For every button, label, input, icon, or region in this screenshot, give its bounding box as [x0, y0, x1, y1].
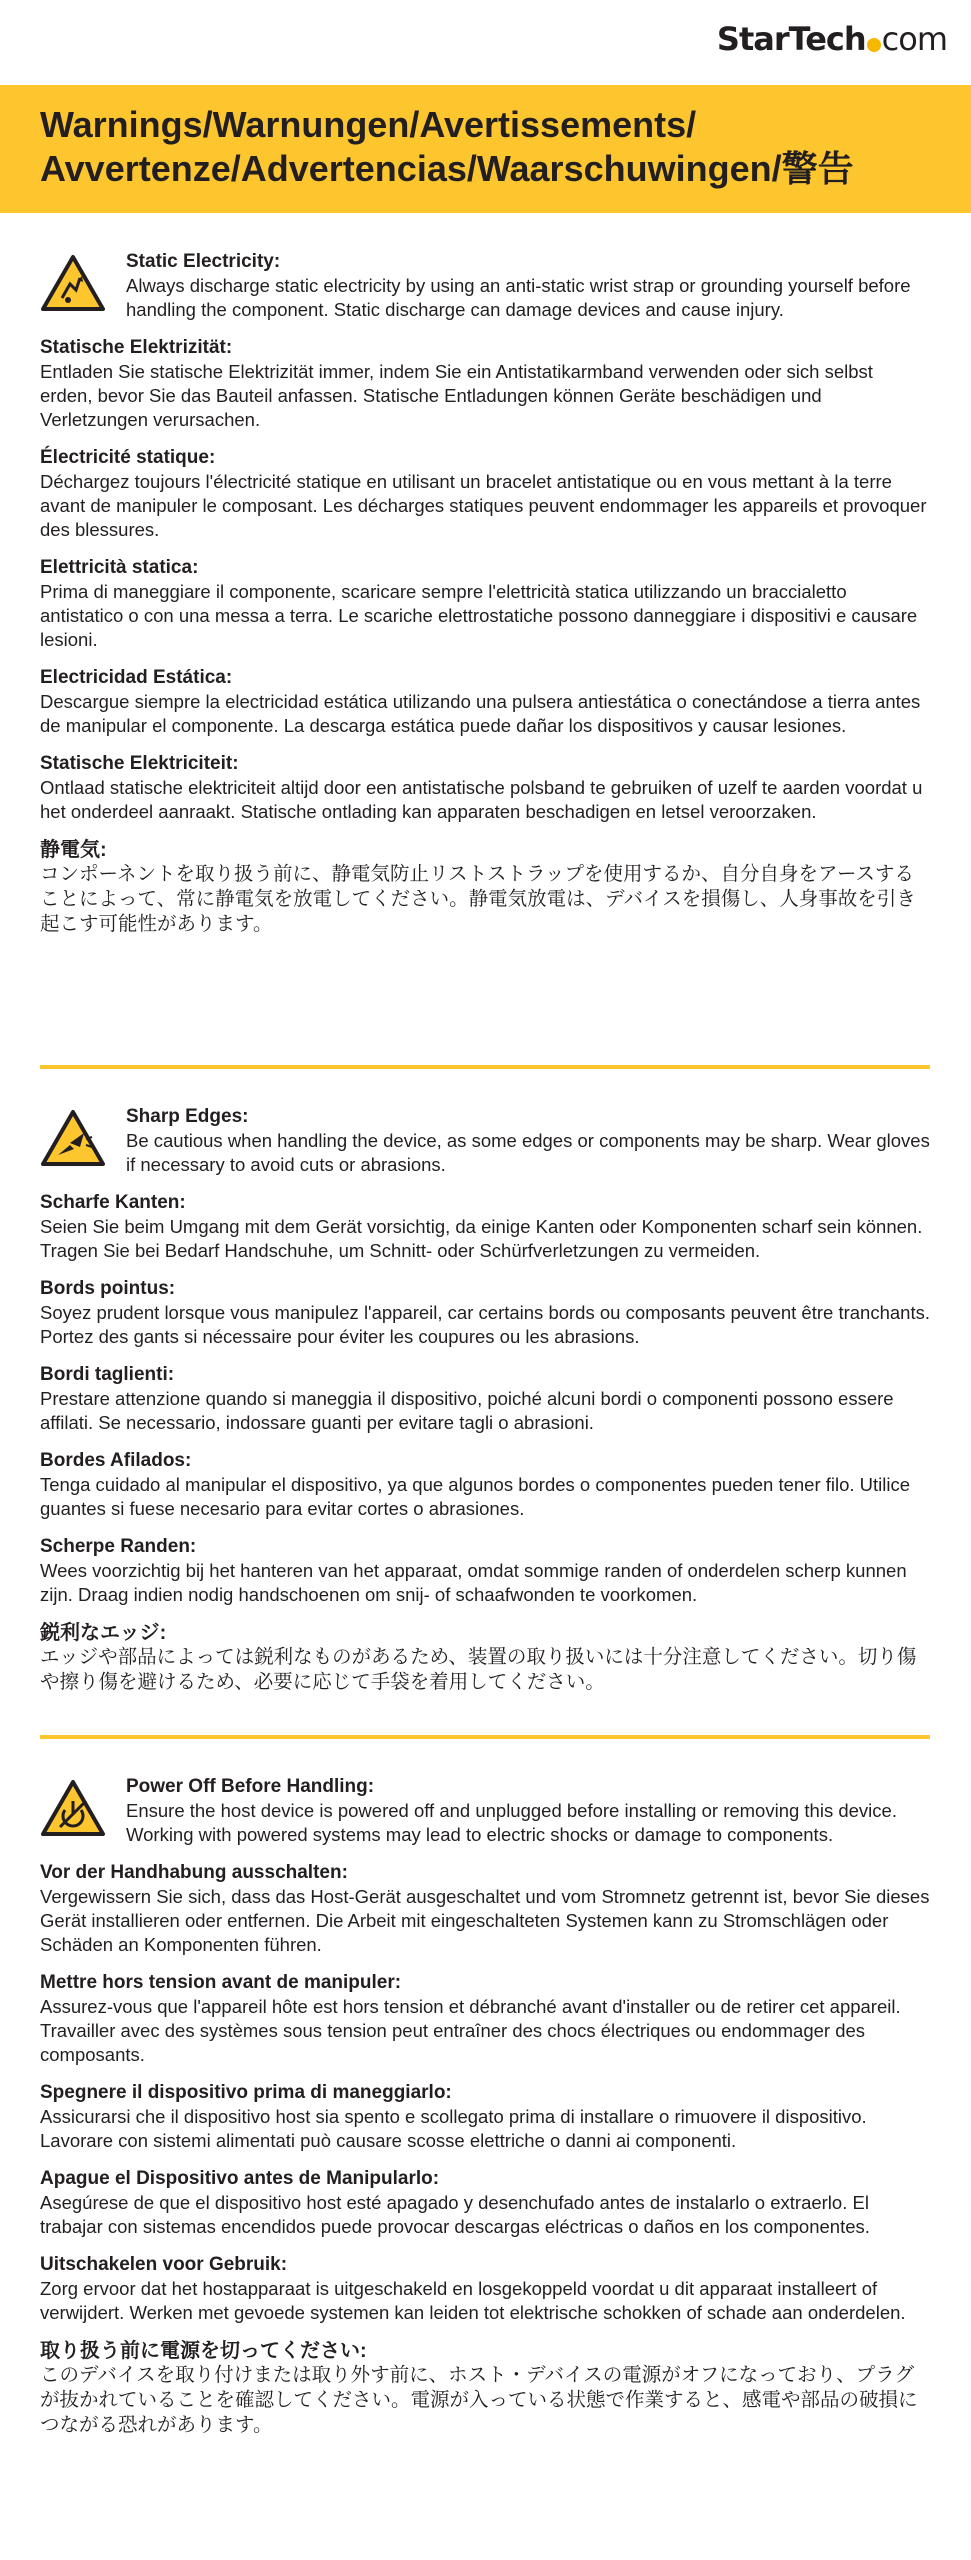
block-title: 鋭利なエッジ: [40, 1622, 167, 1644]
section-divider [40, 1065, 930, 1069]
block-body: Entladen Sie statische Elektrizität immer, indem Sie ein Antistatikarmband verwenden oder sich selbst erden, bevor Sie das Bauteil anfassen. Statische Entladungen können Geräte beschädigen und Verletzungen verursachen. [40, 361, 873, 430]
block-body: Zorg ervoor dat het hostapparaat is uitgeschakeld en losgekoppeld voordat u dit apparaat installeert of verwijdert. Werken met gevoede systemen kan leiden tot elektrische schokken of schade aan onderdelen. [40, 2278, 906, 2323]
block-body: エッジや部品によっては鋭利なものがあるため、装置の取り扱いには十分注意してください。切り傷や擦り傷を避けるため、必要に応じて手袋を着用してください。 [40, 1646, 917, 1693]
block-title: Elettricità statica: [40, 557, 199, 578]
block-title: Apague el Dispositivo antes de Manipularlo: [40, 2168, 440, 2189]
block-body: Ensure the host device is powered off and unplugged before installing or removing this device. Working with powered systems may lead to electric shocks or damage to components. [126, 1800, 897, 1845]
power-off-section [40, 1775, 930, 2452]
block-title: Power Off Before Handling: [126, 1776, 375, 1797]
block-body: Prestare attenzione quando si maneggia il dispositivo, poiché alcuni bordi o componenti possono essere affilati. Se necessario, indossare guanti per evitare tagli o abrasioni. [40, 1388, 894, 1433]
block-title: Mettre hors tension avant de manipuler: [40, 1972, 402, 1993]
block-title: Scherpe Randen: [40, 1536, 197, 1557]
block-title: 取り扱う前に電源を切ってください: [40, 2340, 367, 2362]
block-body: コンポーネントを取り扱う前に、静電気防止リストストラップを使用するか、自分自身をアースすることによって、常に静電気を放電してください。静電気放電は、デバイスを損傷し、人身事故を引き起こす可能性があります。 [40, 863, 916, 935]
static-electricity-section [40, 250, 930, 951]
block-body: Soyez prudent lorsque vous manipulez l'appareil, car certains bords ou composants peuvent être tranchants. Portez des gants si nécessaire pour éviter les coupures ou les abrasions. [40, 1302, 930, 1347]
block-title: Spegnere il dispositivo prima di maneggiarlo: [40, 2082, 452, 2103]
power-off-warning-icon [40, 1779, 106, 1837]
block-body: Déchargez toujours l'électricité statique en utilisant un bracelet antistatique ou en vous mettant à la terre avant de manipuler le composant. Les décharges statiques peuvent endommager les appareils et provoquer des blessures. [40, 471, 927, 540]
warnings-banner [0, 85, 971, 213]
block-title: Bordi taglienti: [40, 1364, 175, 1385]
block-body: Be cautious when handling the device, as some edges or components may be sharp. Wear gloves if necessary to avoid cuts or abrasions. [126, 1130, 930, 1175]
block-title: Static Electricity: [126, 251, 281, 272]
logo-dot [867, 38, 881, 52]
block-body: Asegúrese de que el dispositivo host esté apagado y desenchufado antes de instalarlo o extraerlo. El trabajar con sistemas encendidos puede provocar descargas eléctricas o daños en los componentes. [40, 2192, 870, 2237]
block-title: Vor der Handhabung ausschalten: [40, 1862, 348, 1883]
block-body: Seien Sie beim Umgang mit dem Gerät vorsichtig, da einige Kanten oder Komponenten scharf sein können. Tragen Sie bei Bedarf Handschuhe, um Schnitt- oder Schürfverletzungen zu vermeiden. [40, 1216, 923, 1261]
logo-name-right: com [881, 20, 947, 58]
block-title: Statische Elektriciteit: [40, 753, 239, 774]
block-title: Électricité statique: [40, 447, 216, 468]
block-title: 静電気: [40, 839, 107, 861]
section-divider [40, 1735, 930, 1739]
block-title: Statische Elektrizität: [40, 337, 233, 358]
block-title: Scharfe Kanten: [40, 1192, 186, 1213]
block-title: Uitschakelen voor Gebruik: [40, 2254, 288, 2275]
block-body: Always discharge static electricity by using an anti-static wrist strap or grounding yourself before handling the component. Static discharge can damage devices and cause injury. [126, 275, 911, 320]
sharp-edges-section [40, 1105, 930, 1709]
block-title: Electricidad Estática: [40, 667, 233, 688]
block-body: Wees voorzichtig bij het hanteren van het apparaat, omdat sommige randen of onderdelen scherp kunnen zijn. Draag indien nodig handschoenen om snij- of schaafwonden te voorkomen. [40, 1560, 907, 1605]
banner-title-line2: Avvertenze/Advertencias/Waarschuwingen/警告 [40, 148, 854, 189]
block-body: Tenga cuidado al manipular el dispositivo, ya que algunos bordes o componentes pueden tener filo. Utilice guantes si fuese necesario para evitar cortes o abrasiones. [40, 1474, 911, 1519]
block-title: Bords pointus: [40, 1278, 176, 1299]
block-body: Vergewissern Sie sich, dass das Host-Gerät ausgeschaltet und vom Stromnetz getrennt ist, bevor Sie dieses Gerät installieren oder entfernen. Die Arbeit mit eingeschalteten Systemen kann zu Stromschlägen oder Schäden an Komponenten führen. [40, 1886, 930, 1955]
logo-name-left: StarTech [716, 20, 866, 58]
static-electricity-warning-icon [40, 254, 106, 312]
block-body: Descargue siempre la electricidad estática utilizando una pulsera antiestática o conectándose a tierra antes de manipular el componente. La descarga estática puede dañar los dispositivos y causar lesiones. [40, 691, 921, 736]
sharp-edges-warning-icon [40, 1109, 106, 1167]
block-title: Sharp Edges: [126, 1106, 249, 1127]
block-body: このデバイスを取り付けまたは取り外す前に、ホスト・デバイスの電源がオフになっており、プラグが抜かれていることを確認してください。電源が入っている状態で作業すると、感電や部品の破損につながる恐れがあります。 [40, 2364, 918, 2436]
block-body: Prima di maneggiare il componente, scaricare sempre l'elettricità statica utilizzando un braccialetto antistatico o con una messa a terra. Le scariche elettrostatiche possono danneggiare i dispositivi e causare lesioni. [40, 581, 918, 650]
block-body: Ontlaad statische elektriciteit altijd door een antistatische polsband te gebruiken of uzelf te aarden voordat u het onderdeel aanraakt. Statische ontlading kan apparaten beschadigen en letsel veroorzaken. [40, 777, 923, 822]
block-body: Assicurarsi che il dispositivo host sia spento e scollegato prima di installare o rimuovere il dispositivo. Lavorare con sistemi alimentati può causare scosse elettriche o danni ai componenti. [40, 2106, 867, 2151]
block-title: Bordes Afilados: [40, 1450, 192, 1471]
banner-title-line1: Warnings/Warnungen/Avertissements/ [40, 104, 697, 145]
block-body: Assurez-vous que l'appareil hôte est hors tension et débranché avant d'installer ou de retirer cet appareil. Travailler avec des systèmes sous tension peut entraîner des chocs électriques ou endommager des composants. [40, 1996, 901, 2065]
startech-logo [717, 20, 947, 58]
